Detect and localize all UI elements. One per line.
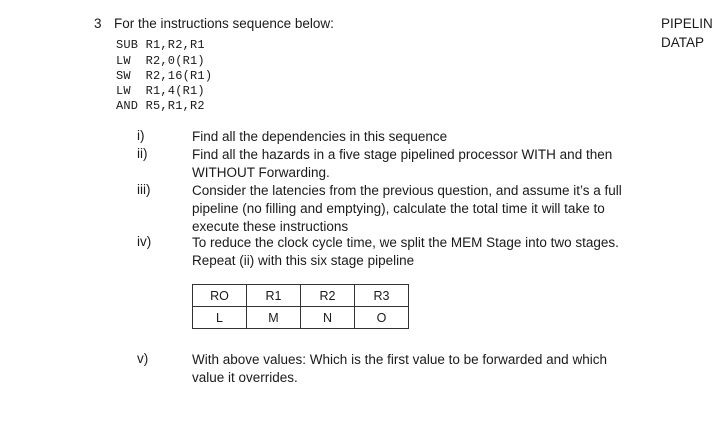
code-line-5: AND R5,R1,R2 bbox=[116, 99, 205, 113]
side-note-datapath: DATAP bbox=[661, 35, 705, 50]
code-line-4: LW R1,4(R1) bbox=[116, 84, 205, 98]
table-header-row bbox=[193, 285, 409, 307]
part-label-v: v) bbox=[137, 351, 149, 366]
part-text-i bbox=[192, 128, 447, 146]
code-line-1: SUB R1,R2,R1 bbox=[116, 38, 205, 52]
part-label-iv: iv) bbox=[137, 234, 152, 249]
part-text-v bbox=[192, 351, 607, 387]
part-label-ii: ii) bbox=[137, 146, 148, 161]
code-line-2: LW R2,0(R1) bbox=[116, 54, 205, 68]
table-header-r0: RO bbox=[193, 285, 247, 307]
part-v-line-2: value it overrides. bbox=[192, 370, 298, 385]
table-header-r3: R3 bbox=[355, 285, 409, 307]
question-intro: For the instructions sequence below: bbox=[114, 16, 334, 31]
part-iv-line-2: Repeat (ii) with this six stage pipeline bbox=[192, 253, 415, 268]
code-line-3: SW R2,16(R1) bbox=[116, 69, 213, 83]
question-number: 3 bbox=[94, 16, 102, 31]
part-ii-line-1: Find all the hazards in a five stage pipelined processor WITH and then bbox=[192, 147, 613, 162]
table-value-r1: M bbox=[247, 307, 301, 329]
part-text-iv bbox=[192, 234, 619, 270]
part-text-iii bbox=[192, 182, 622, 236]
table-value-r3: O bbox=[355, 307, 409, 329]
part-ii-line-2: WITHOUT Forwarding. bbox=[192, 165, 330, 180]
table-header-r2: R2 bbox=[301, 285, 355, 307]
part-iv-line-1: To reduce the clock cycle time, we split the MEM Stage into two stages. bbox=[192, 235, 619, 250]
part-iii-line-1: Consider the latencies from the previous question, and assume it’s a full bbox=[192, 183, 622, 198]
part-i-line-1: Find all the dependencies in this sequence bbox=[192, 129, 448, 144]
part-v-line-1: With above values: Which is the first value to be forwarded and which bbox=[192, 352, 607, 367]
part-label-i: i) bbox=[137, 128, 145, 143]
part-label-iii: iii) bbox=[137, 182, 151, 197]
side-note-pipeline: PIPELIN bbox=[661, 16, 713, 31]
table-value-r0: L bbox=[193, 307, 247, 329]
part-iii-line-3: execute these instructions bbox=[192, 219, 349, 234]
table-value-r2: N bbox=[301, 307, 355, 329]
register-value-table bbox=[192, 284, 409, 329]
table-header-r1: R1 bbox=[247, 285, 301, 307]
part-text-ii bbox=[192, 146, 612, 182]
part-iii-line-2: pipeline (no filling and emptying), calculate the total time it will take to bbox=[192, 201, 605, 216]
table-value-row bbox=[193, 307, 409, 329]
